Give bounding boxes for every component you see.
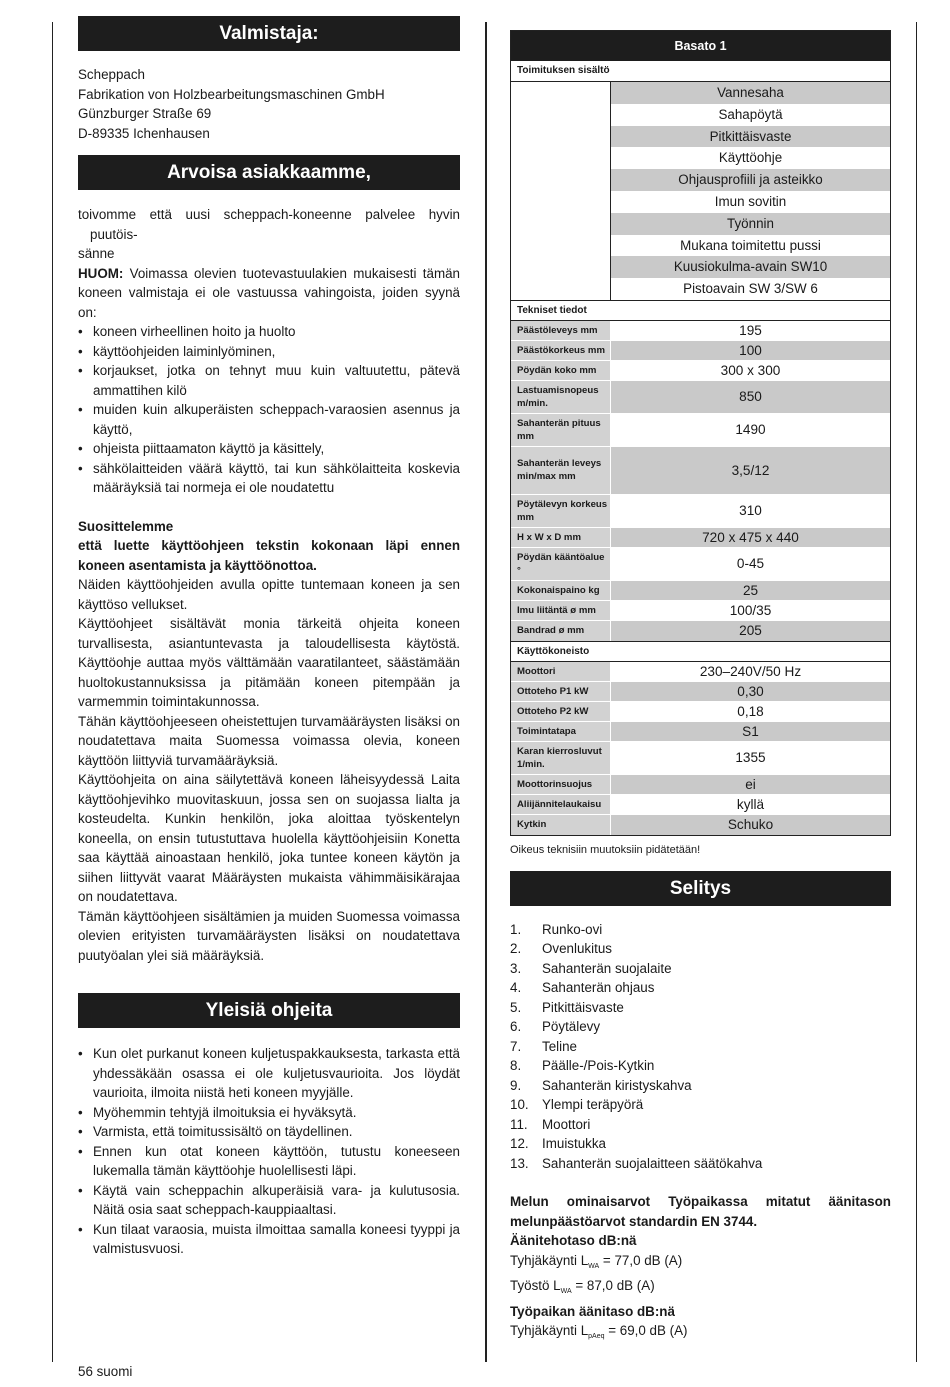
scope-item: Kuusiokulma-avain SW10 bbox=[611, 256, 890, 278]
page-number: 56 suomi bbox=[78, 1364, 133, 1379]
legend-item: 12. Imuistukka bbox=[510, 1136, 606, 1152]
row-value: 1490 bbox=[611, 414, 890, 446]
legend-item: 4. Sahanterän ohjaus bbox=[510, 980, 655, 996]
drive-rows bbox=[511, 662, 890, 835]
row-value: 195 bbox=[611, 321, 890, 340]
list-item: • Kun olet purkanut koneen kuljetuspakkauksesta, tarkasta että yhdessäkään osassa ei ole kuljetusvaurioita. Jos löydät vaurioita, ilmoita niistä heti koneen myyjälle. bbox=[78, 1044, 460, 1103]
legend-item: 8. Päälle-/Pois-Kytkin bbox=[510, 1058, 655, 1074]
row-label: Moottorinsuojus bbox=[511, 775, 611, 794]
liability-list bbox=[78, 322, 460, 498]
intro-line: puutöis- bbox=[90, 226, 138, 242]
intro-text bbox=[78, 205, 460, 264]
row-label: Moottori bbox=[511, 662, 611, 681]
row-value: 3,5/12 bbox=[611, 447, 890, 494]
legend-heading: Selitys bbox=[510, 871, 891, 906]
address-line: D-89335 Ichenhausen bbox=[78, 125, 210, 141]
paragraph: Käyttöohjeita on aina säilytettävä koneen läheisyydessä Laita käyttöohjevihko muovitaskuun, jossa sen on suojassa lialta ja kosteudelta. Kunkin henkilön, joka aloittaa työskentelyn koneella, on ensin tutustuttava huolella käyttöohjeisiin Konetta saa käyttää ainoastaan henkilö, joka tuntee koneen käytön ja siihen liittyvät vaarat Määräysten mukaista vähimmäisikärajaa on noudatettava. bbox=[78, 772, 460, 904]
list-item: • Ennen kun otat koneen käyttöön, tutustu koneeseen lukemalla tämän käyttöohje huolellisesti läpi. bbox=[78, 1142, 460, 1181]
scope-item: Sahapöytä bbox=[611, 104, 890, 126]
paragraph: Käyttöohjeet sisältävät monia tärkeitä ohjeita koneen turvallisesta, asiantuntevasta ja taloudellisesta käytöstä. Käyttöohje auttaa myös välttämään vaaratilanteet, säästämään huoltokustannuksissa ja pitämään koneen pitempään ja varmemmin toimintakunnossa. bbox=[78, 616, 460, 709]
row-label: Kytkin bbox=[511, 815, 611, 835]
row-label: Imu liitäntä ø mm bbox=[511, 601, 611, 620]
legend-item: 9. Sahanterän kiristyskahva bbox=[510, 1077, 692, 1093]
legend-item: 5. Pitkittäisvaste bbox=[510, 999, 624, 1015]
row-label: Sahanterän leveys min/max mm bbox=[511, 447, 611, 494]
row-value: Schuko bbox=[611, 815, 890, 835]
scope-item: Vannesaha bbox=[611, 82, 890, 104]
legend-item: 3. Sahanterän suojalaite bbox=[510, 960, 672, 976]
row-label: Sahanterän pituus mm bbox=[511, 414, 611, 446]
legend-item: 10. Ylempi teräpyörä bbox=[510, 1097, 644, 1113]
legend-item: 11. Moottori bbox=[510, 1116, 591, 1132]
row-label: Pöydän kääntöalue ° bbox=[511, 548, 611, 580]
liability-note bbox=[78, 264, 460, 323]
noise-idle-line: Tyhjäkäynti $L_{WA} = 77,0$ dB (A) bbox=[510, 1252, 683, 1270]
general-list bbox=[78, 1044, 460, 1259]
row-label: Karan kierrosluvut 1/min. bbox=[511, 742, 611, 774]
note-text: Voimassa olevien tuotevastuulakien mukaisesti tämän koneen valmistaja ei ole vastuussa vahingoista, joiden syynä on: bbox=[78, 265, 460, 320]
address-line: Fabrikation von Holzbearbeitungsmaschinen GmbH bbox=[78, 86, 385, 102]
row-label: Päästöleveys mm bbox=[511, 321, 611, 340]
row-label: Ottoteho P2 kW bbox=[511, 702, 611, 721]
scope-section-label: Toimituksen sisältö bbox=[511, 61, 890, 82]
row-label: Pöytälevyn korkeus mm bbox=[511, 495, 611, 527]
row-value: 850 bbox=[611, 381, 890, 413]
list-item: • muiden kuin alkuperäisten scheppach-varaosien asennus ja käyttö, bbox=[78, 400, 460, 439]
row-value: 0-45 bbox=[611, 548, 890, 580]
recommend-heading: Suosittelemme bbox=[78, 518, 174, 534]
scope-item: Työnnin bbox=[611, 213, 890, 235]
general-heading: Yleisiä ohjeita bbox=[78, 993, 460, 1028]
manufacturer-heading: Valmistaja: bbox=[78, 16, 460, 51]
list-item: • Kun tilaat varaosia, muista ilmoittaa samalla koneesi tyyppi ja valmistusvuosi. bbox=[78, 1220, 460, 1259]
paragraph: Tämän käyttöohjeen sisältämien ja muiden Suomessa voimassa olevien erityisten turvamääräysten lisäksi on noudatettava puutyöalan ylei siä määräyksiä. bbox=[78, 908, 460, 963]
list-item: • Varmista, että toimitussisältö on täydellinen. bbox=[78, 1122, 460, 1142]
legend-item: 6. Pöytälevy bbox=[510, 1019, 601, 1035]
row-value: 205 bbox=[611, 621, 890, 641]
right-margin-rule bbox=[916, 22, 917, 1362]
row-label: Bandrad ø mm bbox=[511, 621, 611, 641]
scope-item: Mukana toimitettu pussi bbox=[611, 235, 890, 257]
row-value: 1355 bbox=[611, 742, 890, 774]
legend-list bbox=[510, 920, 891, 1174]
list-item: • Myöhemmin tehtyjä ilmoituksia ei hyväksytä. bbox=[78, 1103, 460, 1123]
paragraph: Tähän käyttöohjeeseen oheistettujen turvamääräysten lisäksi on noudatettava maita Suomessa voimassa olevia, koneen käyttöön liittyviä turvamääräyksiä. bbox=[78, 713, 460, 768]
tech-section-label: Tekniset tiedot bbox=[511, 300, 890, 321]
scope-item: Imun sovitin bbox=[611, 191, 890, 213]
workplace-noise-heading: Työpaikan äänitaso dB:nä bbox=[510, 1303, 675, 1319]
intro-line: toivomme että uusi scheppach-koneenne palvelee hyvin bbox=[78, 207, 460, 222]
legend-item: 7. Teline bbox=[510, 1038, 577, 1054]
address-line: Scheppach bbox=[78, 67, 146, 82]
scope-spacer bbox=[511, 82, 611, 300]
noise-work-line: Työstö $L_{WA} = 87,0$ dB (A) bbox=[510, 1278, 655, 1296]
row-value: kyllä bbox=[611, 795, 890, 814]
row-value: 100/35 bbox=[611, 601, 890, 620]
scope-item: Pistoavain SW 3/SW 6 bbox=[611, 278, 890, 300]
row-value: 230–240V/50 Hz bbox=[611, 662, 890, 681]
intro-line: sänne bbox=[78, 246, 115, 261]
row-value: 300 x 300 bbox=[611, 361, 890, 380]
legend-item: 1. Runko-ovi bbox=[510, 921, 603, 937]
row-value: 25 bbox=[611, 581, 890, 600]
row-value: ei bbox=[611, 775, 890, 794]
legend-item: 2. Ovenlukitus bbox=[510, 941, 612, 957]
scope-item: Käyttöohje bbox=[611, 147, 890, 169]
row-value: 0,18 bbox=[611, 702, 890, 721]
row-label: Ottoteho P1 kW bbox=[511, 682, 611, 701]
manufacturer-address bbox=[78, 65, 460, 143]
recommend-text: että luette käyttöohjeen tekstin kokonaan läpi ennen koneen asentamista ja käyttöönottoa. bbox=[78, 538, 460, 573]
row-label: Kokonaispaino kg bbox=[511, 581, 611, 600]
legend-item: 13. Sahanterän suojalaitteen säätökahva bbox=[510, 1155, 763, 1171]
list-item: • ohjeista piittaamaton käyttö ja käsittely, bbox=[78, 439, 460, 459]
spec-title: Basato 1 bbox=[511, 31, 890, 61]
list-item: • koneen virheellinen hoito ja huolto bbox=[78, 322, 460, 342]
right-column bbox=[510, 30, 891, 1347]
paragraph: Näiden käyttöohjeiden avulla opitte tuntemaan koneen ja sen käyttöso vellukset. bbox=[78, 577, 460, 612]
row-value: 100 bbox=[611, 341, 890, 360]
drive-section-label: Käyttökoneisto bbox=[511, 641, 890, 662]
scope-items bbox=[611, 82, 890, 300]
row-value: 720 x 475 x 440 bbox=[611, 528, 890, 547]
row-value: 0,30 bbox=[611, 682, 890, 701]
row-value: S1 bbox=[611, 722, 890, 741]
center-rule-right bbox=[486, 22, 487, 1362]
list-item: • Käytä vain scheppachin alkuperäisiä vara- ja kulutusosia. Näitä osia saat scheppach-kauppiaaltasi. bbox=[78, 1181, 460, 1220]
noise-workplace-line: Tyhjäkäynti $L_{pAeq} = 69,0$ dB (A) bbox=[510, 1323, 688, 1341]
sound-power-heading: Äänitehotaso dB:nä bbox=[510, 1233, 637, 1249]
row-label: Pöydän koko mm bbox=[511, 361, 611, 380]
row-label: H x W x D mm bbox=[511, 528, 611, 547]
list-item: • käyttöohjeiden laiminlyöminen, bbox=[78, 342, 460, 362]
left-margin-rule bbox=[52, 22, 53, 1362]
row-label: Toimintatapa bbox=[511, 722, 611, 741]
noise-intro: Melun ominaisarvot Työpaikassa mitatut äänitason melunpäästöarvot standardin EN 3744. bbox=[510, 1194, 891, 1229]
row-label: Päästökorkeus mm bbox=[511, 341, 611, 360]
list-item: • korjaukset, jotka on tehnyt muu kuin valtuutettu, pätevä ammattihen kilö bbox=[78, 361, 460, 400]
tech-rows bbox=[511, 321, 890, 641]
spec-table bbox=[510, 30, 891, 836]
scope-item: Ohjausprofiili ja asteikko bbox=[611, 169, 890, 191]
customer-heading: Arvoisa asiakkaamme, bbox=[78, 155, 460, 190]
row-value: 310 bbox=[611, 495, 890, 527]
spec-footnote: Oikeus teknisiin muutoksiin pidätetään! bbox=[510, 843, 701, 856]
address-line: Günzburger Straße 69 bbox=[78, 106, 212, 121]
note-label: HUOM: bbox=[78, 265, 124, 281]
scope-block bbox=[511, 82, 890, 300]
row-label: Lastuamisnopeus m/min. bbox=[511, 381, 611, 413]
scope-item: Pitkittäisvaste bbox=[611, 126, 890, 148]
row-label: Aliijännitelaukaisu bbox=[511, 795, 611, 814]
list-item: • sähkölaitteiden väärä käyttö, tai kun sähkölaitteita koskevia määräyksiä tai normeja ei ole noudatettu bbox=[78, 459, 460, 498]
left-column bbox=[78, 16, 460, 1259]
